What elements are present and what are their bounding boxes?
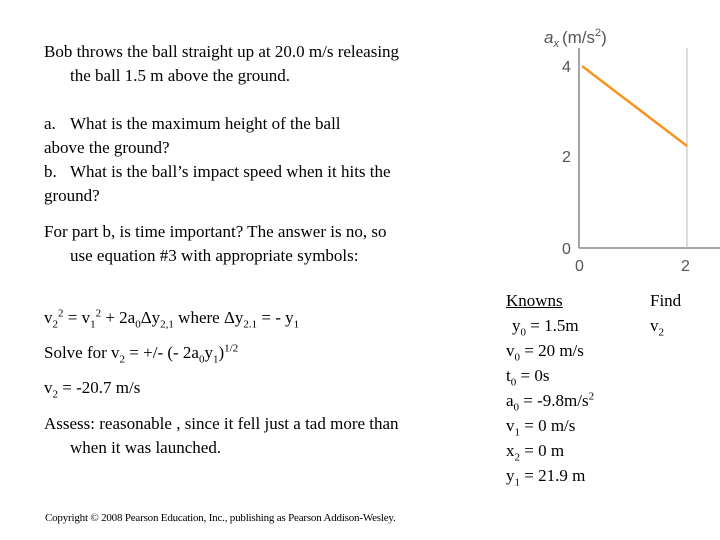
part-a-text: What is the maximum height of the ball above the ground? bbox=[44, 114, 341, 157]
find-list bbox=[650, 288, 681, 338]
find-item: $v_2$ bbox=[650, 316, 664, 339]
part-a bbox=[44, 112, 384, 160]
known-item: $x_2 = 0$ m bbox=[506, 441, 565, 464]
graph-y-tick: 4 bbox=[562, 59, 571, 76]
graph-y-tick: 0 bbox=[562, 241, 571, 258]
part-a-letter: a. bbox=[44, 114, 56, 133]
part-b-letter: b. bbox=[44, 162, 57, 181]
find-header: Find bbox=[650, 291, 682, 310]
graph-y-tick: 2 bbox=[562, 149, 571, 166]
graph-data-line bbox=[582, 66, 687, 146]
solve-line: Solve for $v_2$ = +/- (- $2a_0y_1)^{1/2}$ bbox=[44, 342, 239, 366]
problem-intro: Bob throws the ball straight up at 20.0 m/s releasing the ball 1.5 m above the ground. bbox=[44, 42, 400, 85]
assess-text: Assess: reasonable , since it fell just a tad more than when it was launched. bbox=[44, 414, 399, 457]
knowns-header: Knowns bbox=[506, 291, 563, 310]
copyright-notice: Copyright © 2008 Pearson Education, Inc., publishing as Pearson Addison-Wesley. bbox=[45, 512, 396, 524]
question-text: For part b, is time important? The answer is no, so use equation #3 with appropriate symbols: bbox=[44, 222, 387, 265]
graph-x-tick: 0 bbox=[575, 258, 584, 275]
graph-axis-label: $a_x$ $(m/s^2)$ bbox=[544, 27, 607, 50]
known-item: $v_0 = 20$ m/s bbox=[506, 341, 584, 364]
equation-line: $v_2^2 = v_1^2 + 2a_0\Delta y_{2,1}$ where $\Delta y_{2.1}$ = - $y_1$ bbox=[44, 307, 300, 331]
known-item: $a_0 = -9.8m/s^2$ bbox=[506, 390, 595, 414]
known-item: $t_0 = 0s$ bbox=[506, 366, 550, 389]
acceleration-graph bbox=[530, 18, 720, 278]
result-line: $v_2 = -20.7$ m/s bbox=[44, 378, 141, 401]
graph-x-tick: 2 bbox=[681, 258, 690, 275]
known-item: $v_1 = 0$ m/s bbox=[506, 416, 576, 439]
part-b bbox=[44, 160, 394, 208]
part-b-text: What is the ball’s impact speed when it hits the ground? bbox=[44, 162, 391, 205]
known-item: $y_1 = 21.9$ m bbox=[506, 466, 586, 489]
knowns-list bbox=[506, 288, 636, 488]
known-item: $y_0 = 1.5m$ bbox=[512, 316, 579, 339]
